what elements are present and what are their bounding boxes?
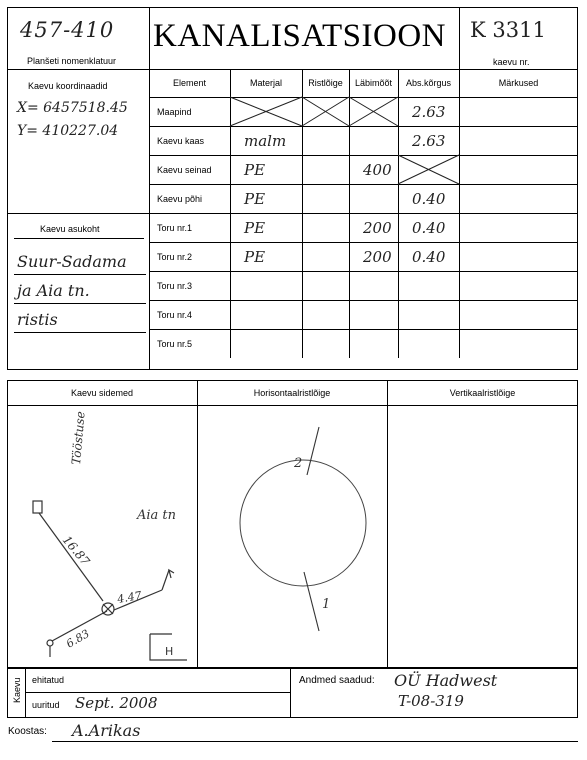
compiled-underline (52, 741, 578, 742)
well-number: K 3311 (470, 18, 546, 42)
coords-label: Kaevu koordinaadid (28, 81, 108, 91)
pipe-2-line (307, 427, 319, 475)
table-header-cell: Läbimõõt (354, 78, 393, 88)
table-value-cell (412, 329, 459, 358)
location-rule-1 (14, 274, 146, 275)
table-element-cell: Kaevu seinad (157, 164, 212, 175)
table-value-cell: malm (244, 131, 287, 150)
table-value-cell (244, 97, 302, 126)
table-value-cell: 400 (363, 160, 392, 179)
distance-2: 4.47 (116, 588, 143, 606)
table-header-cell: Märkused (498, 78, 539, 88)
location-line-3: ristis (17, 310, 58, 329)
table-value-cell (244, 271, 302, 300)
location-rule-3 (14, 332, 146, 333)
pipe-1-line (304, 572, 319, 631)
table-value-cell (363, 271, 398, 300)
table-value-cell (316, 213, 349, 242)
table-value-cell: 200 (363, 218, 392, 237)
house-label: H (165, 645, 174, 658)
table-element-cell: Kaevu põhi (157, 193, 203, 204)
connection-sketch (7, 405, 197, 668)
header-divider-left (149, 7, 150, 370)
table-value-cell (316, 242, 349, 271)
table-value-cell: PE (244, 218, 266, 237)
table-header-cell: Materjal (249, 78, 282, 88)
surveyed-value: Sept. 2008 (75, 694, 158, 712)
table-value-cell (316, 329, 349, 358)
table-value-cell (316, 300, 349, 329)
table-value-cell (363, 97, 398, 126)
footer-middle-divider (290, 668, 291, 718)
footer-side-label: Kaevu (12, 677, 22, 703)
table-element-cell: Maapind (157, 106, 192, 117)
data-source-company: OÜ Hadwest (394, 671, 498, 690)
header-divider-right (459, 7, 460, 69)
coord-y: Y= 410227.04 (17, 123, 119, 139)
table-header-cell: Ristlõige (308, 78, 343, 88)
table-element-cell: Toru nr.5 (157, 338, 193, 349)
table-element-cell: Toru nr.2 (157, 251, 193, 262)
col-horizontal-header: Horisontaalristlõige (253, 388, 331, 398)
table-value-cell (363, 300, 398, 329)
table-element-cell: Toru nr.3 (157, 280, 193, 291)
table-value-cell (316, 271, 349, 300)
table-value-cell (412, 271, 459, 300)
built-label: ehitatud (32, 675, 65, 685)
table-value-cell (412, 155, 459, 184)
table-value-cell: PE (244, 160, 266, 179)
table-header-cell: Abs.kõrgus (405, 78, 452, 88)
location-label: Kaevu asukoht (40, 224, 100, 234)
table-element-cell: Kaevu kaas (157, 135, 205, 146)
distance-3: 6.83 (64, 627, 92, 651)
table-value-cell: 0.40 (412, 247, 446, 266)
location-line-1: Suur-Sadama (17, 252, 127, 271)
sheet-number: 457-410 (20, 18, 115, 42)
table-value-cell (363, 184, 398, 213)
bottom-divider-2 (387, 380, 388, 668)
street-label-2: Aia tn (137, 508, 177, 523)
table-value-cell: 200 (363, 247, 392, 266)
compiled-value: A.Arikas (72, 721, 141, 740)
table-value-cell (244, 329, 302, 358)
table-value-cell (316, 126, 349, 155)
well-label: kaevu nr. (493, 57, 530, 67)
pipe-1-label: 1 (322, 597, 331, 612)
data-source-label: Andmed saadud: (299, 675, 375, 686)
table-value-cell (316, 155, 349, 184)
location-label-underline (14, 238, 144, 239)
location-rule-2 (14, 303, 146, 304)
horizontal-section-drawing (197, 405, 387, 668)
table-value-cell: PE (244, 189, 266, 208)
col-connections-header: Kaevu sidemed (70, 388, 134, 398)
coord-x: X= 6457518.45 (17, 100, 128, 116)
data-source-code: T-08-319 (398, 692, 464, 710)
table-value-cell (244, 300, 302, 329)
table-value-cell (316, 97, 349, 126)
location-line-2: ja Aia tn. (17, 281, 90, 300)
well-outline (240, 460, 366, 586)
table-value-cell: 0.40 (412, 218, 446, 237)
table-value-cell (412, 300, 459, 329)
distance-1: 16.87 (59, 532, 93, 569)
footer-row-divider (25, 692, 290, 693)
col-vertical-header: Vertikaalristlõige (449, 388, 516, 398)
table-value-cell: PE (244, 247, 266, 266)
table-value-cell (316, 184, 349, 213)
coords-bottom-line (7, 213, 149, 214)
table-value-cell: 0.40 (412, 189, 446, 208)
street-label-1: Tööstuse (69, 410, 88, 466)
pipe-2-label: 2 (294, 456, 303, 471)
table-element-cell: Toru nr.1 (157, 222, 193, 233)
table-value-cell (363, 329, 398, 358)
sheet-label: Planšeti nomenklatuur (27, 56, 117, 66)
surveyed-label: uuritud (32, 700, 60, 710)
table-header-cell: Element (172, 78, 207, 88)
table-value-cell (363, 126, 398, 155)
page-title: KANALISATSIOON (153, 18, 446, 54)
table-element-cell: Toru nr.4 (157, 309, 193, 320)
table-value-cell: 2.63 (412, 102, 446, 121)
table-value-cell: 2.63 (412, 131, 446, 150)
compiled-label: Koostas: (8, 726, 47, 737)
footer-side-divider (25, 668, 26, 718)
